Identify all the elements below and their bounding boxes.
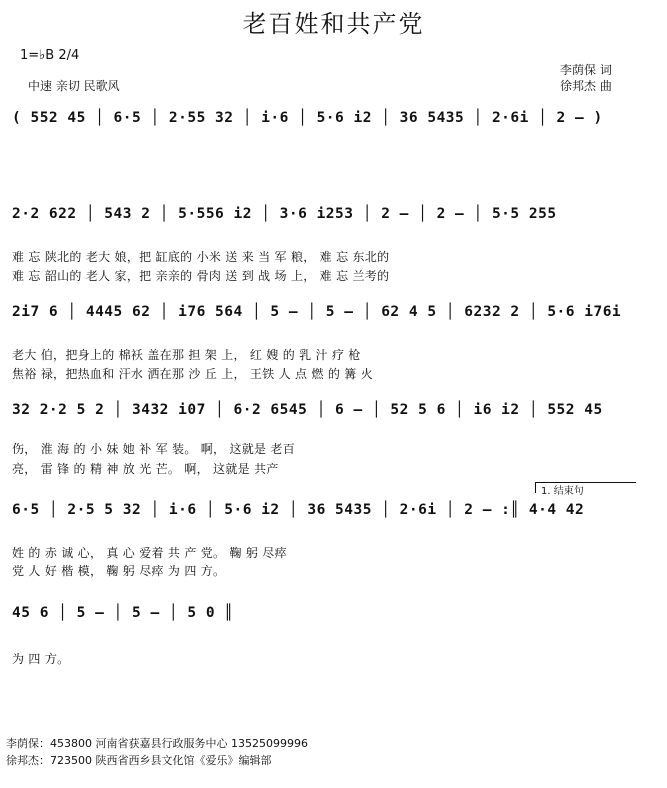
score-row-6: 45 6 │ 5 – │ 5 – │ 5 0 ║ [12,605,234,621]
tempo-marking: 中速 亲切 民歌风 [28,79,120,93]
footer-contact-composer: 徐邦杰：723500 陕西省西乡县文化馆《爱乐》编辑部 [6,754,272,767]
lyrics-row-5-verse-1: 姓 的 赤 诚 心， 真 心 爱着 共 产 党。 鞠 躬 尽瘁 [12,546,287,560]
key-signature: 1=♭B 2/4 [20,48,80,63]
lyricist: 李荫保 词 [560,63,612,77]
lyrics-row-3-verse-1: 老大 伯，把身上的 棉袄 盖在那 担 架 上， 红 嫂 的 乳 汁 疗 枪 [12,348,361,362]
score-row-5: 6·5 │ 2·5 5 32 │ i·6 │ 5·6 i2 │ 36 5435 │ 2·6i │ 2 – :║ 4·4 42 [12,502,585,518]
volta-label: 1. 结束句 [541,486,584,497]
score-row-2: 2·2 622 │ 543 2 │ 5·556 i2 │ 3·6 i253 │ 2 – │ 2 – │ 5·5 255 [12,206,557,222]
credits [560,62,612,94]
lyrics-row-2-verse-2: 难 忘 韶山的 老人 家，把 亲亲的 骨肉 送 到 战 场 上， 难 忘 兰考的 [12,269,390,283]
lyrics-row-2-verse-1: 难 忘 陕北的 老大 娘，把 缸底的 小米 送 来 当 军 粮， 难 忘 东北的 [12,250,390,264]
composer: 徐邦杰 曲 [560,79,612,93]
lyrics-row-4-verse-1: 伤， 淮 海 的 小 妹 她 补 军 装。 啊， 这就是 老百 [12,442,296,456]
lyrics-row-5-verse-2: 党 人 好 楷 模， 鞠 躬 尽瘁 为 四 方。 [12,564,226,578]
lyrics-row-6-verse-1: 为 四 方。 [12,652,70,666]
footer-contact-lyricist: 李荫保：453800 河南省获嘉县行政服务中心 13525099996 [6,737,308,750]
song-title: 老百姓和共产党 [242,10,425,38]
lyrics-row-3-verse-2: 焦裕 禄，把热血和 汗水 洒在那 沙 丘 上， 王铁 人 点 燃 的 篝 火 [12,367,373,381]
lyrics-row-4-verse-2: 亮， 雷 锋 的 精 神 放 光 芒。 啊， 这就是 共产 [12,462,279,476]
score-row-1: ( 552 45 │ 6·5 │ 2·55 32 │ i·6 │ 5·6 i2 │ 36 5435 │ 2·6i │ 2 – ) [12,110,603,126]
score-row-4: 32 2·2 5 2 │ 3432 i07 │ 6·2 6545 │ 6 – │ 52 5 6 │ i6 i2 │ 552 45 [12,402,603,418]
score-row-3: 2i7 6 │ 4445 62 │ i76 564 │ 5 – │ 5 – │ 62 4 5 │ 6232 2 │ 5·6 i76i [12,304,622,320]
